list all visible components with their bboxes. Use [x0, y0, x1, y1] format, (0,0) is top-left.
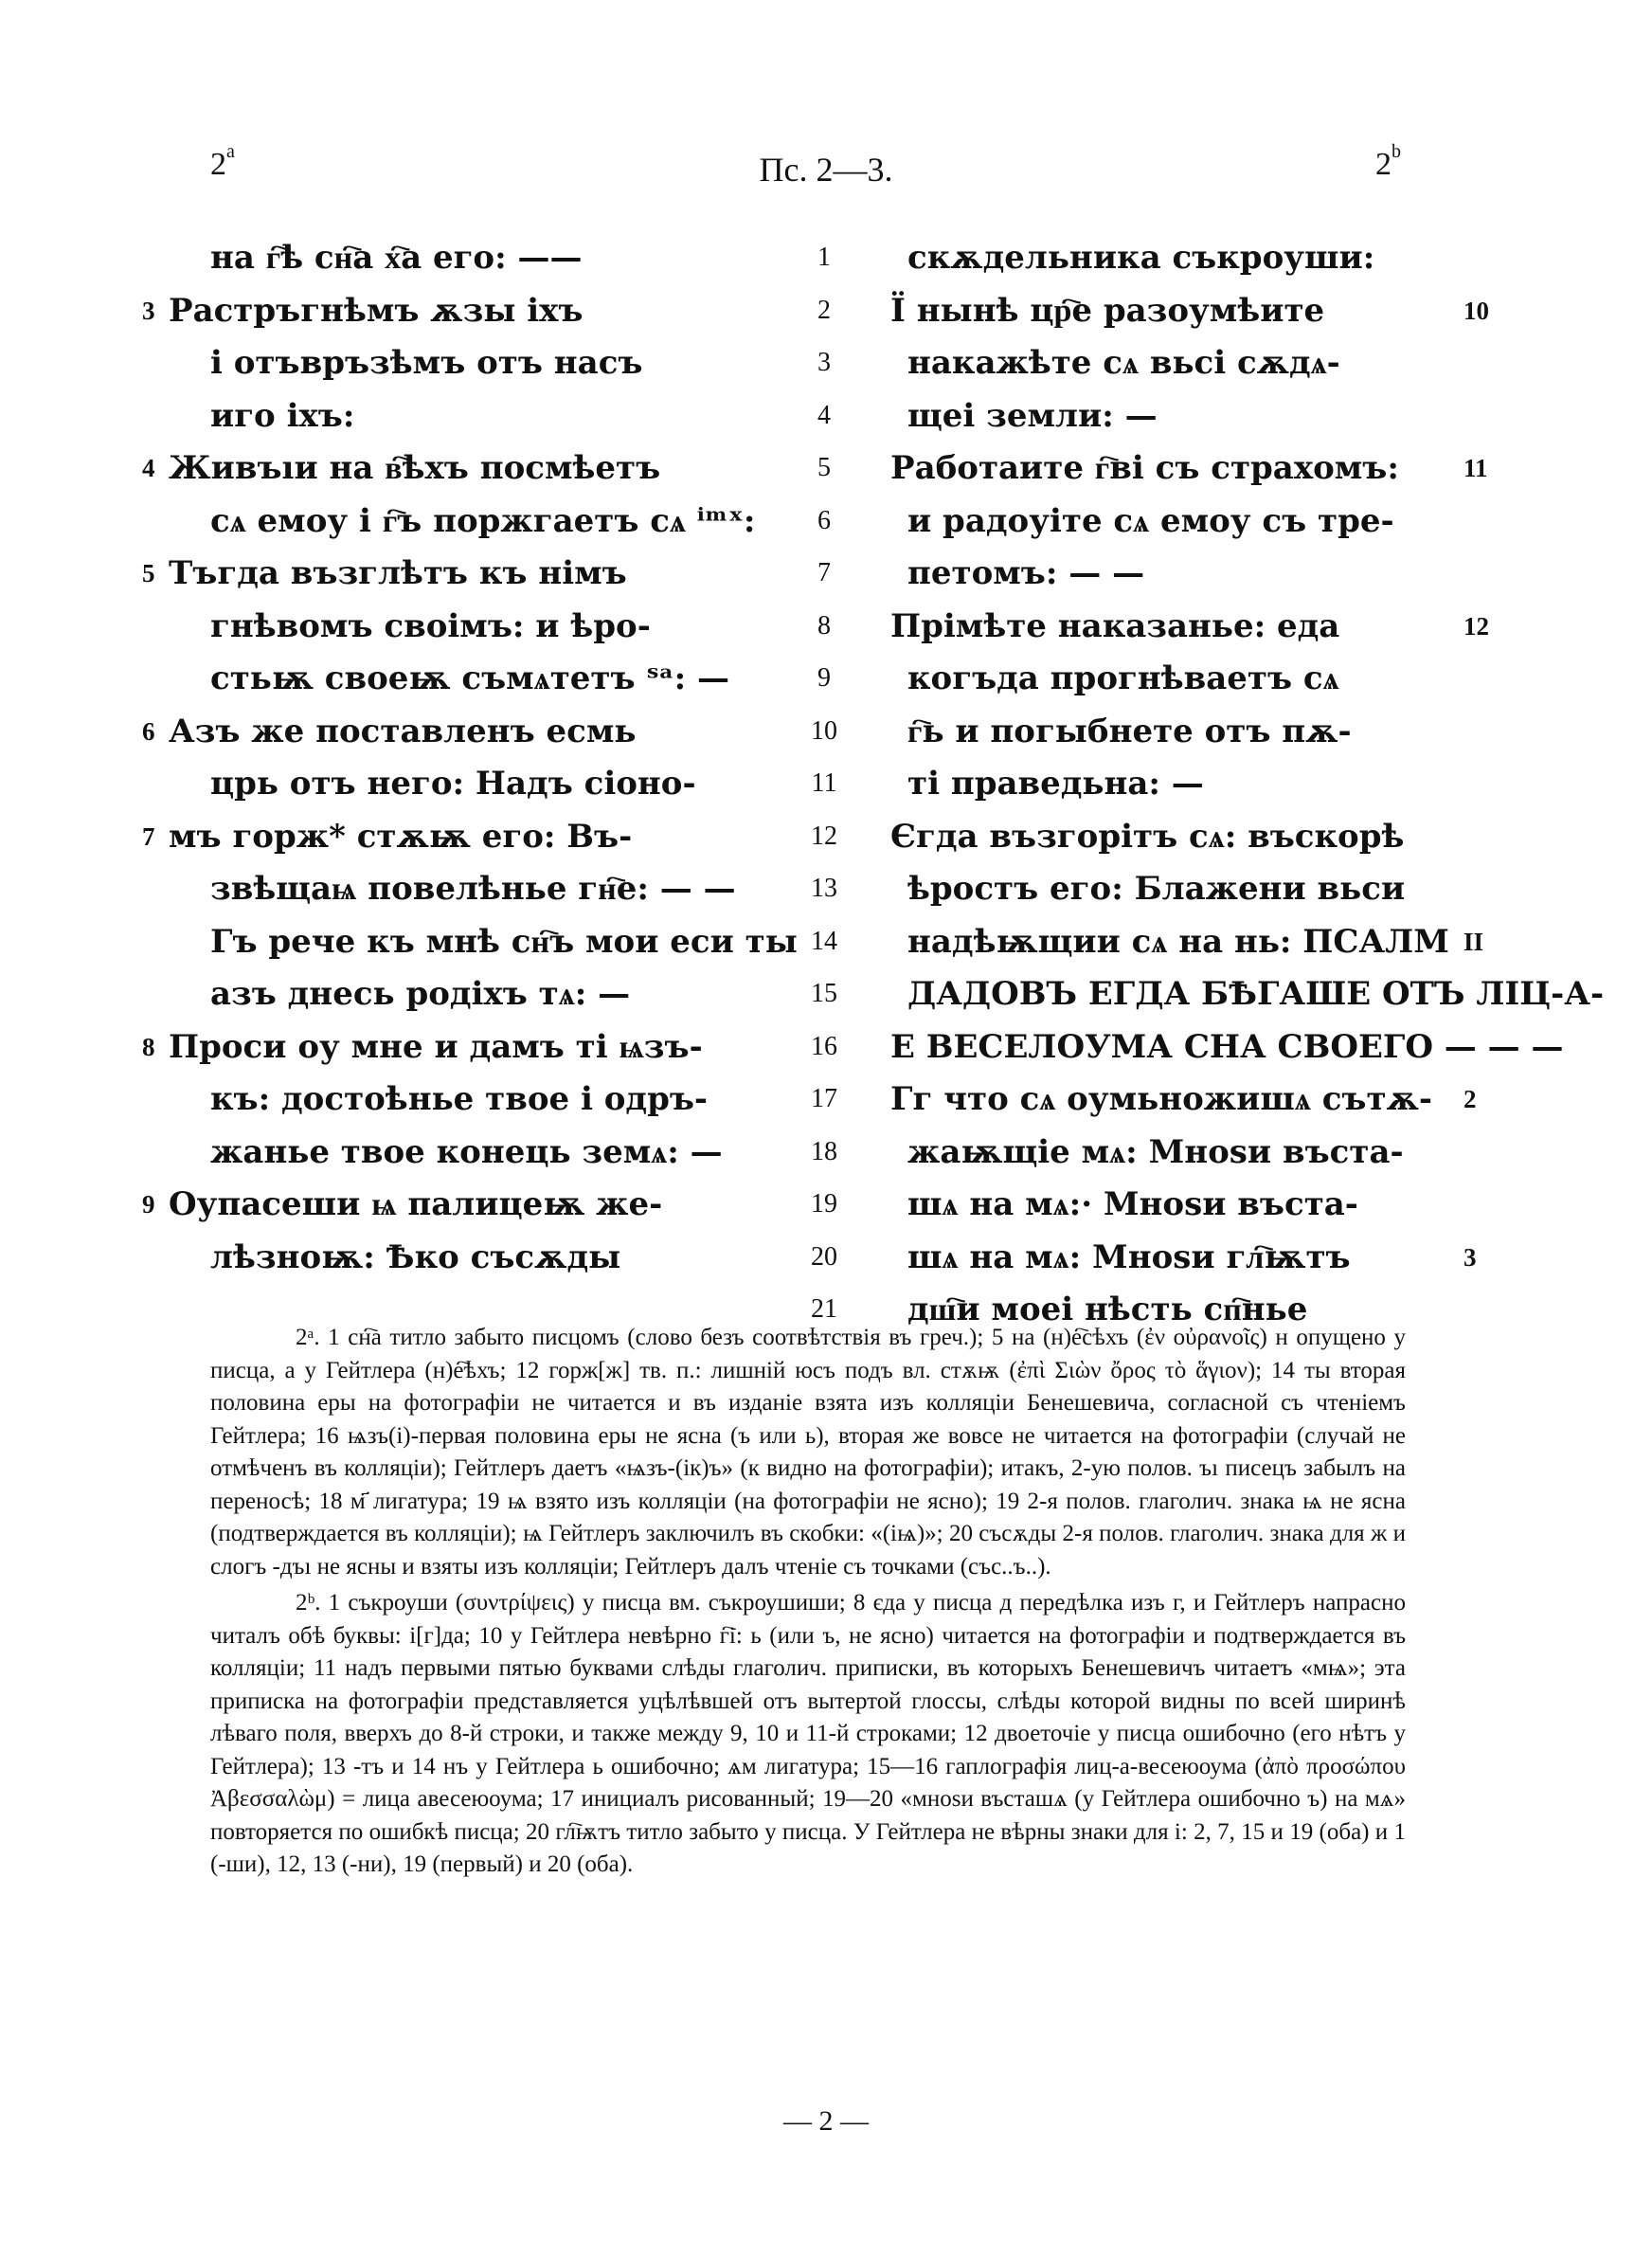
- line-number: 4: [817, 400, 831, 430]
- right-line-text: шѧ на мѧ:· Мноѕи въста-: [907, 1185, 1358, 1223]
- line-number: 9: [817, 663, 831, 693]
- right-verse-number: 2: [1463, 1085, 1477, 1113]
- left-verse-number: 3: [142, 296, 155, 325]
- left-line-text: мъ горж* стѫѭ его: Въ-: [169, 817, 633, 856]
- right-line-text: ДАДОВЪ ЕГДА БѢГАШЕ ОТЪ ЛІЦ-А-: [907, 975, 1605, 1013]
- line-number: 5: [817, 453, 831, 482]
- left-line-text: і отъвръзѣмъ отъ насъ: [210, 344, 643, 382]
- right-line-text: Прімѣте наказанье: еда: [890, 606, 1340, 645]
- right-line-text: ті праведьна: —: [907, 765, 1204, 803]
- notes-column-b: 2ᵇ. 1 съкроуши (συντρίψεις) у писца вм. съкроушиши; 8 єда у писца д передѣлка изъ г, и Гейтлеръ напрасно читалъ обѣ буквы: і[г]да; 10 у Гейтлера невѣрно г҇і: ь (или ъ, не ясно) читается на фотографіи и подтверждается въ колляціи; 11 надъ первыми пятью буквами слѣды глаголич. приписки, въ которыхъ Бенешевичъ читаетъ «мѩ»; эта приписка на фотографіи представляется уцѣлѣвшей отъ вытертой глоссы, слѣды которой видны по всей ширинѣ лѣваго поля, вверхъ до 8-й строки, и также между 9, 10 и 11-й строками; 12 двоеточіе у писца ошибочно (его нѣтъ у Гейтлера); 13 -тъ и 14 нъ у Гейтлера ь ошибочно; ѧм лигатура; 15—16 гаплографія лиц-а-весеюоума (ἀπὸ προσώπου Ἀβεσσαλὼμ) = лица авесеюоума; 17 инициалъ рисованный; 19—20 «мноѕи въсташѧ (у Гейтлера ошибочно ъ) на мѧ» повторяется по ошибкѣ писца; 20 гл҇ѭтъ титло забыто у писца. У Гейтлера не вѣрны знаки для і: 2, 7, 15 и 19 (оба) и 1 (-ши), 12, 13 (-ни), 19 (первый) и 20 (оба).: [210, 1590, 1406, 1877]
- line-number: 15: [811, 979, 837, 1008]
- left-line-text: на г҇ѣ сн҇а х҇а его: ——: [210, 239, 583, 277]
- right-line-text: когъда прогнѣваетъ сѧ: [907, 659, 1339, 697]
- line-number: 10: [811, 715, 837, 746]
- left-verse-number: 6: [142, 716, 155, 746]
- left-line-text: къ: достоѣнье твое і одръ-: [210, 1080, 709, 1118]
- line-number: 11: [811, 768, 837, 798]
- left-line-text: сѧ емоу і г҇ъ поржгаетъ сѧ ⁱᵐˣ:: [210, 501, 756, 540]
- right-verse-number: 12: [1463, 611, 1489, 641]
- right-line-text: щеі земли: —: [907, 396, 1158, 435]
- line-number: 14: [811, 926, 837, 956]
- left-line-text: лѣзноѭ: Ѣко съсѫды: [210, 1237, 621, 1276]
- right-line-text: и радоуіте сѧ емоу съ тре-: [907, 501, 1394, 540]
- left-line-text: Тъгда възглѣтъ къ німъ: [169, 554, 627, 592]
- line-number: 21: [811, 1294, 837, 1324]
- line-number: 8: [817, 610, 831, 641]
- header-title: Пс. 2—3.: [759, 151, 893, 189]
- left-line-text: црь отъ него: Надъ сіоно-: [210, 765, 696, 803]
- line-number: 13: [811, 874, 837, 903]
- right-line-text: Єгда възгорітъ сѧ: въскорѣ: [890, 817, 1405, 856]
- left-line-text: Живъıи на в҇ѣхъ посмѣетъ: [169, 449, 661, 487]
- left-verse-number: 9: [142, 1190, 155, 1219]
- left-line-text: жанье твое конець земѧ: —: [210, 1132, 723, 1171]
- left-line-text: азъ днесь родіхъ тѧ: —: [210, 975, 631, 1013]
- line-number: 3: [817, 348, 831, 377]
- left-verse-number: 7: [142, 822, 155, 851]
- line-number: 7: [817, 558, 831, 587]
- left-line-text: Проси оу мне и дамъ ті ѩзъ-: [169, 1027, 703, 1066]
- right-line-text: дш҇и моеі нѣсть сп҇нье: [907, 1291, 1308, 1328]
- page-number: — 2 —: [783, 2105, 869, 2137]
- right-line-text: Е ВЕСЕЛОУМА СНА СВОЕГО — — —: [890, 1027, 1564, 1066]
- left-line-text: стьѭ своеѭ съмѧтетъ ˢᵃ: —: [210, 659, 730, 697]
- line-number: 18: [811, 1136, 837, 1166]
- left-verse-number: 8: [142, 1032, 155, 1061]
- right-verse-number: 10: [1463, 296, 1489, 325]
- line-number: 20: [811, 1241, 837, 1272]
- right-line-text: Ї нынѣ цр҇е разоумѣите: [890, 291, 1325, 330]
- right-verse-number: II: [1463, 927, 1484, 956]
- right-line-text: шѧ на мѧ: Мноѕи гл҇ѭтъ: [907, 1237, 1351, 1276]
- footnotes: [210, 1322, 1406, 1886]
- line-number: 12: [811, 821, 837, 851]
- right-line-text: петомъ: — —: [907, 554, 1145, 592]
- left-line-text: Растръгнѣмъ ѫзы іхъ: [169, 291, 584, 330]
- left-verse-number: 5: [142, 559, 155, 587]
- right-line-text: скѫдельника съкроуши:: [907, 239, 1375, 277]
- left-line-text: звѣщаѩ повелѣнье гн҇е: — —: [210, 870, 736, 908]
- left-line-text: гнѣвомъ своімъ: и ѣро-: [210, 606, 651, 645]
- header-right: 2$^b$: [1375, 141, 1401, 182]
- right-line-text: жаѭщіе мѧ: Мноѕи въста-: [907, 1132, 1404, 1171]
- right-line-text: ѣростъ его: Блажени вьси: [907, 870, 1406, 908]
- right-line-text: г҇ь и погыбнете отъ пѫ-: [907, 712, 1352, 750]
- line-number: 6: [817, 505, 831, 535]
- left-line-text: Азъ же поставленъ есмь: [169, 712, 637, 750]
- right-line-text: Работаите г҇ві съ страхомъ:: [890, 449, 1399, 487]
- header-left: 2$^a$: [210, 141, 235, 182]
- line-number: 17: [811, 1084, 837, 1113]
- line-number: 19: [811, 1189, 837, 1219]
- right-line-text: Гг что сѧ оумьножишѧ сътѫ-: [890, 1080, 1432, 1118]
- left-line-text: Гъ рече къ мнѣ сн҇ъ мои еси ты: [210, 922, 798, 961]
- right-line-text: надѣѭщии сѧ на нь: ПСАЛМ: [907, 922, 1449, 961]
- right-verse-number: 3: [1463, 1242, 1477, 1272]
- left-line-text: Оупасеши ѩ палицеѭ же-: [169, 1185, 663, 1223]
- right-verse-number: 11: [1463, 454, 1488, 482]
- line-number: 1: [817, 243, 831, 272]
- notes-column-a: 2ᵃ. 1 сн҇а титло забыто писцомъ (слово безъ соотвѣтствія въ греч.); 5 на (н)е҇сѣхъ (ἐν οὐρανοῖς) н опущено у писца, а у Гейтлера (н)е҇ѣхъ; 12 горж[ж] тв. п.: лишній юсъ подъ вл. стѫѭ (ἐπὶ Σιὼν ὄρος τὸ ἅγιον); 14 ты вторая половина еры на фотографіи не читается и въ изданіе взята изъ колляціи Бенешевича, согласной съ чтеніемъ Гейтлера; 16 ѩзъ(і)-первая половина еры не ясна (ъ или ь), вторая же вовсе не читается на фотографіи (случай не отмѣченъ въ колляціи); Гейтлеръ даетъ «ѩзъ-(ік)ъ» (к видно на фотографіи); итакъ, 2-ую полов. ъı писецъ забылъ на переносѣ; 18 м҃ лигатура; 19 ѩ взято изъ колляціи (на фотографіи не ясно); 19 2-я полов. глаголич. знака ѩ не ясна (подтверждается въ колляціи); ѩ Гейтлеръ заключилъ въ скобки: «(іѩ)»; 20 съсѫды 2-я полов. глаголич. знака для ж и слогъ -дъı не ясны и взяты изъ колляціи; Гейтлеръ далъ чтеніе съ точками (със..ъ..).: [210, 1325, 1406, 1580]
- left-line-text: иго іхъ:: [210, 396, 355, 435]
- right-line-text: накажѣте сѧ вьсі сѫдѧ-: [907, 344, 1340, 382]
- line-number: 16: [811, 1031, 837, 1061]
- left-verse-number: 4: [142, 454, 155, 482]
- line-number: 2: [817, 295, 831, 325]
